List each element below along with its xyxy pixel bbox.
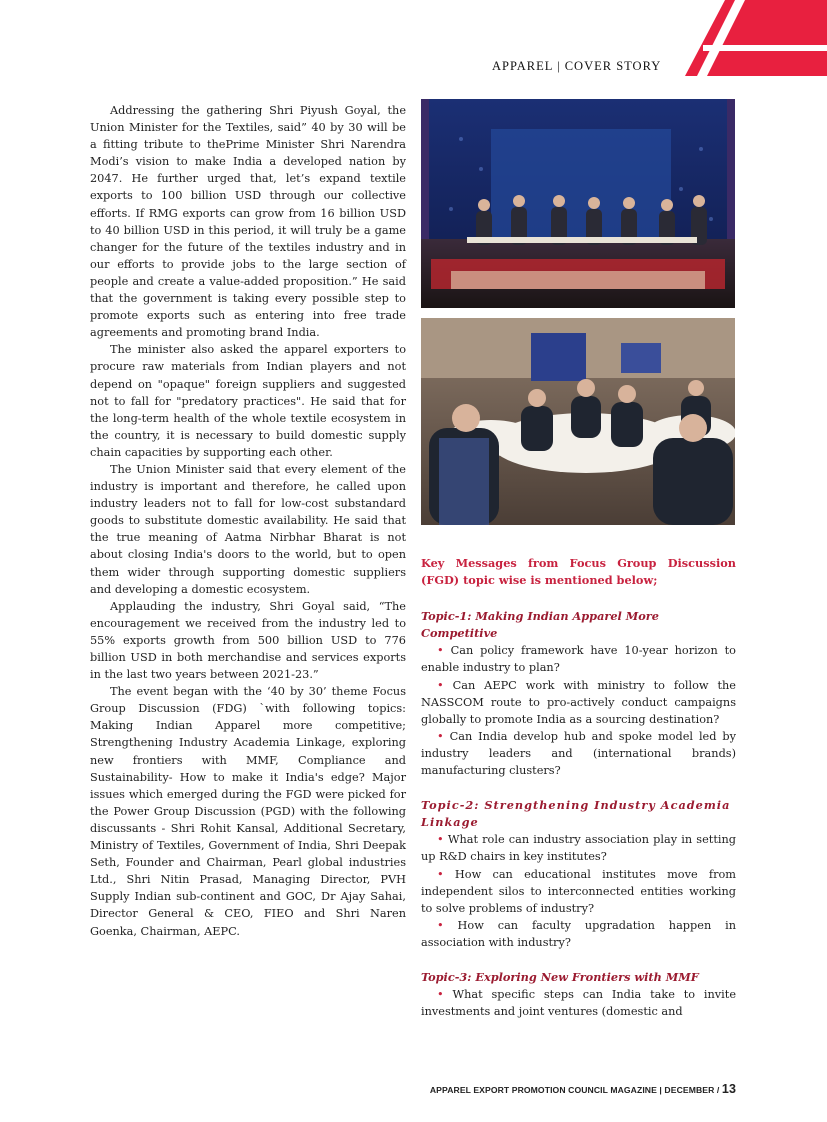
bullet-icon: •: [437, 833, 444, 847]
magazine-name: APPAREL EXPORT PROMOTION COUNCIL MAGAZINE | DECEMBER /: [429, 1085, 720, 1095]
key-messages-heading: Key Messages from Focus Group Discussion (FGD) topic wise is mentioned below;: [421, 556, 736, 588]
bullet-icon: •: [437, 729, 444, 743]
question-item: • What role can industry association play in setting up R&D chairs in key institutes?: [421, 833, 736, 864]
question-item: • Can India develop hub and spoke model led by industry leaders and (international brands) manufacturing clusters?: [421, 729, 736, 778]
topic-1-title: Topic-1: Making Indian Apparel More Competitive: [421, 609, 659, 641]
paragraph: The minister also asked the apparel exporters to procure raw materials from Indian players and not depend on "opaque" foreign suppliers and suggested not to fall for "predatory practices". He said that for the long-term health of the whole textile ecosystem in the country, it is necessary to build domestic supply chain capacities by supporting each other.: [90, 343, 406, 459]
topic-2-title: Topic-2: Strengthening Industry Academia Linkage: [421, 798, 731, 830]
page-footer: [430, 1082, 736, 1096]
panel-discussion-photo: [421, 99, 735, 308]
bullet-icon: •: [437, 867, 444, 881]
bullet-icon: •: [437, 644, 444, 658]
bullet-icon: •: [437, 678, 444, 692]
aepc-logo-mark: [677, 0, 827, 76]
question-item: • Can AEPC work with ministry to follow the NASSCOM route to pro-actively conduct campaigns globally to promote India as a sourcing destination?: [421, 678, 736, 726]
paragraph: The event began with the ‘40 by 30’ theme Focus Group Discussion (FDG) `with following topics: Making Indian Apparel more competitive; Strengthening Industry Academia Linkage, exploring new frontiers with MMF, Compliance and Sustainability- How to make it India's edge? Major issues which emerged during the FGD were picked for the Power Group Discussion (PGD) with the following discussants - Shri Rohit Kansal, Additional Secretary, Ministry of Textiles, Government of India, Shri Deepak Seth, Founder and Chairman, Pearl global industries Ltd., Shri Nitin Prasad, Managing Director, PVH Supply Indian sub-continent and GOC, Dr Ajay Sahai, Director General & CEO, FIEO and Shri Naren Goenka, Chairman, AEPC.: [90, 685, 406, 938]
page-number: 13: [721, 1082, 736, 1096]
paragraph: Applauding the industry, Shri Goyal said, “The encouragement we received from the industry led to 55% exports growth from 500 billion USD to 776 billion USD in both merchandise and services exports in the last two years between 2021-23.”: [90, 599, 406, 682]
question-item: • How can educational institutes move from independent silos to interconnected entities working to solve problems of industry?: [421, 867, 736, 915]
article-right-column: [421, 555, 736, 1020]
question-item: • Can policy framework have 10-year horizon to enable industry to plan?: [421, 644, 736, 675]
bullet-icon: •: [437, 918, 444, 932]
bullet-icon: •: [437, 988, 444, 1002]
question-item: • What specific steps can India take to invite investments and joint ventures (domestic and: [421, 988, 737, 1019]
paragraph: Addressing the gathering Shri Piyush Goyal, the Union Minister for the Textiles, said” 40 by 30 will be a fitting tribute to thePrime Minister Shri Narendra Modi’s vision to make India a developed nation by 2047. He further urged that, let’s expand textile exports to 100 billion USD through our collective efforts. If RMG exports can grow from 16 billion USD to 40 billion USD in this period, it will truly be a game changer for the future of the textiles industry and in our efforts to provide jobs to the large section of people and create a value-added proposition.” He said that the government is taking every possible step to promote exports such as entering into free trade agreements and promoting brand India.: [90, 104, 406, 340]
article-left-column: [90, 102, 406, 940]
question-item: • How can faculty upgradation happen in association with industry?: [421, 918, 736, 949]
section-header: APPAREL | COVER STORY: [492, 59, 662, 73]
round-table-discussion-photo: [421, 318, 735, 525]
paragraph: The Union Minister said that every element of the industry is important and therefore, he called upon industry leaders not to fall for low-cost substandard goods to substitute domestic availability. He said that the true meaning of Aatma Nirbhar Bharat is not about closing India's doors to the world, but to open them wider through supporting domestic suppliers and developing a domestic ecosystem.: [90, 462, 406, 596]
topic-3-title: Topic-3: Exploring New Frontiers with MMF: [421, 969, 699, 984]
